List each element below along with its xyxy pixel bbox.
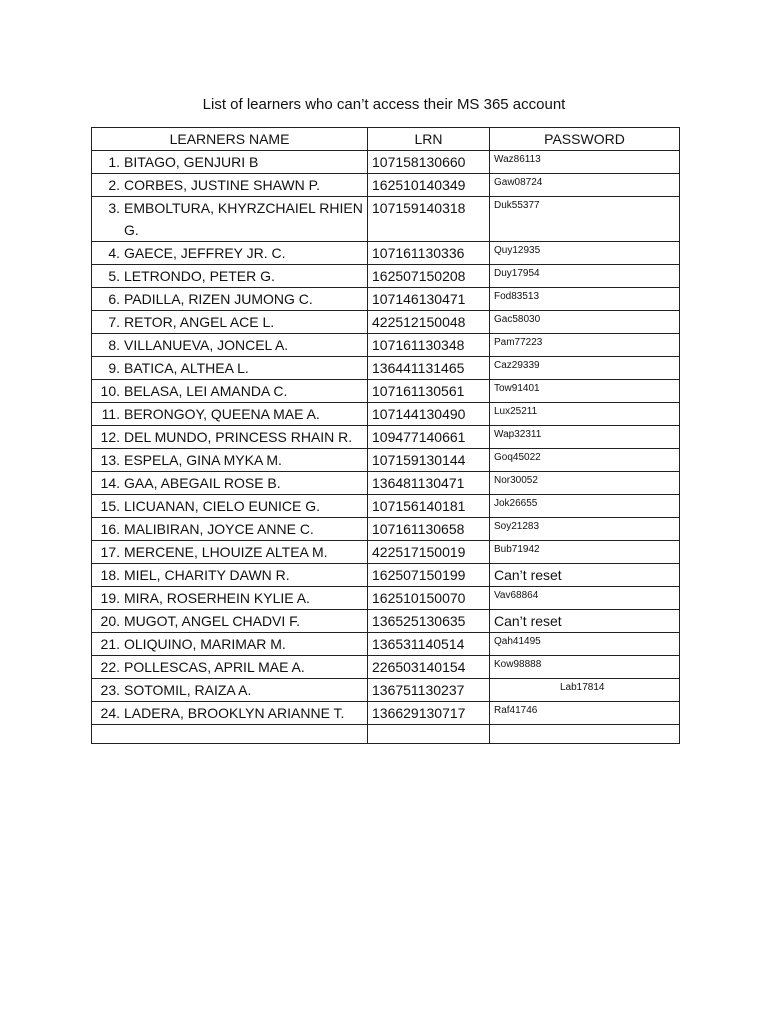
learner-name: BATICA, ALTHEA L. bbox=[124, 360, 249, 376]
learner-name: LETRONDO, PETER G. bbox=[124, 268, 275, 284]
table-row bbox=[92, 656, 680, 679]
learner-name-cell bbox=[92, 357, 368, 380]
table-row bbox=[92, 242, 680, 265]
lrn-cell: 136629130717 bbox=[368, 702, 490, 725]
password-cell: Duy17954 bbox=[490, 265, 680, 288]
table-row bbox=[92, 265, 680, 288]
learners-table bbox=[91, 127, 680, 744]
row-number: 9. bbox=[108, 360, 120, 376]
row-number: 14. bbox=[100, 475, 120, 491]
learner-name: BERONGOY, QUEENA MAE A. bbox=[124, 406, 320, 422]
row-number: 15. bbox=[100, 498, 120, 514]
learner-name-cell bbox=[92, 288, 368, 311]
lrn-cell: 422517150019 bbox=[368, 541, 490, 564]
table-header-row bbox=[92, 128, 680, 151]
learner-name: PADILLA, RIZEN JUMONG C. bbox=[124, 291, 313, 307]
lrn-cell: 107161130561 bbox=[368, 380, 490, 403]
row-number: 10. bbox=[100, 383, 120, 399]
learner-name: RETOR, ANGEL ACE L. bbox=[124, 314, 275, 330]
header-lrn: LRN bbox=[368, 128, 490, 151]
password-cell: Kow98888 bbox=[490, 656, 680, 679]
learner-name-cell bbox=[92, 702, 368, 725]
learner-name-cell bbox=[92, 656, 368, 679]
learner-name: CORBES, JUSTINE SHAWN P. bbox=[124, 177, 321, 193]
password-cell: Wap32311 bbox=[490, 426, 680, 449]
row-number: 12. bbox=[100, 429, 120, 445]
learner-name-cell bbox=[92, 610, 368, 633]
password-cell: Bub71942 bbox=[490, 541, 680, 564]
learner-name: GAECE, JEFFREY JR. C. bbox=[124, 245, 286, 261]
table-row bbox=[92, 151, 680, 174]
lrn-cell: 136751130237 bbox=[368, 679, 490, 702]
learner-name-cell bbox=[92, 174, 368, 197]
password-cell: Gaw08724 bbox=[490, 174, 680, 197]
table-row bbox=[92, 311, 680, 334]
empty-row bbox=[92, 725, 680, 744]
row-number: 23. bbox=[100, 682, 120, 698]
table-row bbox=[92, 610, 680, 633]
table-row bbox=[92, 633, 680, 656]
row-number: 5. bbox=[108, 268, 120, 284]
lrn-cell: 162510140349 bbox=[368, 174, 490, 197]
learner-name-cell bbox=[92, 334, 368, 357]
row-number: 8. bbox=[108, 337, 120, 353]
learner-name: DEL MUNDO, PRINCESS RHAIN R. bbox=[124, 429, 353, 445]
password-cell: Raf41746 bbox=[490, 702, 680, 725]
learner-name: MIRA, ROSERHEIN KYLIE A. bbox=[124, 590, 310, 606]
table-row bbox=[92, 380, 680, 403]
lrn-cell: 422512150048 bbox=[368, 311, 490, 334]
password-cell: Tow91401 bbox=[490, 380, 680, 403]
row-number: 4. bbox=[108, 245, 120, 261]
password-cell: Nor30052 bbox=[490, 472, 680, 495]
learner-name: MALIBIRAN, JOYCE ANNE C. bbox=[124, 521, 314, 537]
row-number: 2. bbox=[108, 177, 120, 193]
learner-name: LICUANAN, CIELO EUNICE G. bbox=[124, 498, 321, 514]
empty-cell bbox=[368, 725, 490, 744]
row-number: 11. bbox=[101, 406, 120, 422]
learner-name: MERCENE, LHOUIZE ALTEA M. bbox=[124, 544, 328, 560]
header-password: PASSWORD bbox=[490, 128, 680, 151]
learner-name: VILLANUEVA, JONCEL A. bbox=[124, 337, 289, 353]
password-cell: Pam77223 bbox=[490, 334, 680, 357]
lrn-cell: 107159130144 bbox=[368, 449, 490, 472]
learner-name-cell bbox=[92, 242, 368, 265]
table-row bbox=[92, 426, 680, 449]
table-row bbox=[92, 541, 680, 564]
learner-name-cell bbox=[92, 151, 368, 174]
row-number: 20. bbox=[100, 613, 120, 629]
table-row bbox=[92, 472, 680, 495]
learner-name-cell bbox=[92, 265, 368, 288]
learner-name: POLLESCAS, APRIL MAE A. bbox=[124, 659, 305, 675]
password-cell: Lab17814 bbox=[490, 679, 680, 702]
learner-name-cell bbox=[92, 633, 368, 656]
row-number: 19. bbox=[100, 590, 120, 606]
row-number: 7. bbox=[108, 314, 120, 330]
empty-cell bbox=[490, 725, 680, 744]
learner-name-cell bbox=[92, 380, 368, 403]
header-learners-name: LEARNERS NAME bbox=[92, 128, 368, 151]
learner-name: MIEL, CHARITY DAWN R. bbox=[124, 567, 290, 583]
row-number: 6. bbox=[108, 291, 120, 307]
learner-name-cell bbox=[92, 197, 368, 242]
table-row bbox=[92, 702, 680, 725]
learner-name-cell bbox=[92, 679, 368, 702]
password-cell: Gac58030 bbox=[490, 311, 680, 334]
learner-name: MUGOT, ANGEL CHADVI F. bbox=[124, 613, 301, 629]
learner-name: SOTOMIL, RAIZA A. bbox=[124, 682, 252, 698]
row-number: 22. bbox=[100, 659, 120, 675]
learner-name-cell bbox=[92, 426, 368, 449]
learner-name: BITAGO, GENJURI B bbox=[124, 154, 259, 170]
lrn-cell: 136525130635 bbox=[368, 610, 490, 633]
empty-cell bbox=[92, 725, 368, 744]
row-number: 17. bbox=[100, 544, 120, 560]
lrn-cell: 107161130348 bbox=[368, 334, 490, 357]
password-cell: Soy21283 bbox=[490, 518, 680, 541]
lrn-cell: 107156140181 bbox=[368, 495, 490, 518]
table-row bbox=[92, 587, 680, 610]
password-cell: Lux25211 bbox=[490, 403, 680, 426]
password-cell: Fod83513 bbox=[490, 288, 680, 311]
table-row bbox=[92, 518, 680, 541]
learner-name-cell bbox=[92, 403, 368, 426]
lrn-cell: 162507150199 bbox=[368, 564, 490, 587]
learner-name-cell bbox=[92, 472, 368, 495]
lrn-cell: 162510150070 bbox=[368, 587, 490, 610]
lrn-cell: 136441131465 bbox=[368, 357, 490, 380]
learner-name-cell bbox=[92, 587, 368, 610]
password-cell: Qah41495 bbox=[490, 633, 680, 656]
lrn-cell: 162507150208 bbox=[368, 265, 490, 288]
learner-name-cell bbox=[92, 518, 368, 541]
row-number: 1. bbox=[108, 154, 120, 170]
lrn-cell: 107146130471 bbox=[368, 288, 490, 311]
password-cell: Duk55377 bbox=[490, 197, 680, 242]
learner-name: GAA, ABEGAIL ROSE B. bbox=[124, 475, 281, 491]
lrn-cell: 136481130471 bbox=[368, 472, 490, 495]
lrn-cell: 136531140514 bbox=[368, 633, 490, 656]
password-cell: Vav68864 bbox=[490, 587, 680, 610]
lrn-cell: 109477140661 bbox=[368, 426, 490, 449]
table-row bbox=[92, 403, 680, 426]
table-row bbox=[92, 174, 680, 197]
table-row bbox=[92, 334, 680, 357]
learner-name-cell bbox=[92, 495, 368, 518]
page-title: List of learners who can’t access their MS 365 account bbox=[202, 96, 566, 113]
learner-name: ESPELA, GINA MYKA M. bbox=[124, 452, 282, 468]
password-cell: Caz29339 bbox=[490, 357, 680, 380]
row-number: 24. bbox=[100, 705, 120, 721]
row-number: 13. bbox=[100, 452, 120, 468]
learner-name-cell bbox=[92, 564, 368, 587]
password-cell: Can’t reset bbox=[490, 610, 680, 633]
table-row bbox=[92, 449, 680, 472]
password-cell: Can’t reset bbox=[490, 564, 680, 587]
learner-name: OLIQUINO, MARIMAR M. bbox=[124, 636, 286, 652]
row-number: 18. bbox=[100, 567, 120, 583]
lrn-cell: 226503140154 bbox=[368, 656, 490, 679]
lrn-cell: 107159140318 bbox=[368, 197, 490, 242]
learner-name-cell bbox=[92, 449, 368, 472]
table-row bbox=[92, 357, 680, 380]
lrn-cell: 107161130658 bbox=[368, 518, 490, 541]
table-row bbox=[92, 288, 680, 311]
table-row bbox=[92, 679, 680, 702]
lrn-cell: 107158130660 bbox=[368, 151, 490, 174]
learner-name: LADERA, BROOKLYN ARIANNE T. bbox=[124, 705, 345, 721]
table-row bbox=[92, 564, 680, 587]
row-number: 3. bbox=[108, 200, 120, 216]
learner-name: BELASA, LEI AMANDA C. bbox=[124, 383, 288, 399]
row-number: 21. bbox=[100, 636, 120, 652]
learner-name: EMBOLTURA, KHYRZCHAIEL RHIEN G. bbox=[124, 200, 363, 238]
row-number: 16. bbox=[100, 521, 120, 537]
lrn-cell: 107161130336 bbox=[368, 242, 490, 265]
table-row bbox=[92, 495, 680, 518]
password-cell: Goq45022 bbox=[490, 449, 680, 472]
learner-name-cell bbox=[92, 311, 368, 334]
lrn-cell: 107144130490 bbox=[368, 403, 490, 426]
password-cell: Waz86113 bbox=[490, 151, 680, 174]
password-cell: Quy12935 bbox=[490, 242, 680, 265]
table-row bbox=[92, 197, 680, 242]
password-cell: Jok26655 bbox=[490, 495, 680, 518]
learner-name-cell bbox=[92, 541, 368, 564]
